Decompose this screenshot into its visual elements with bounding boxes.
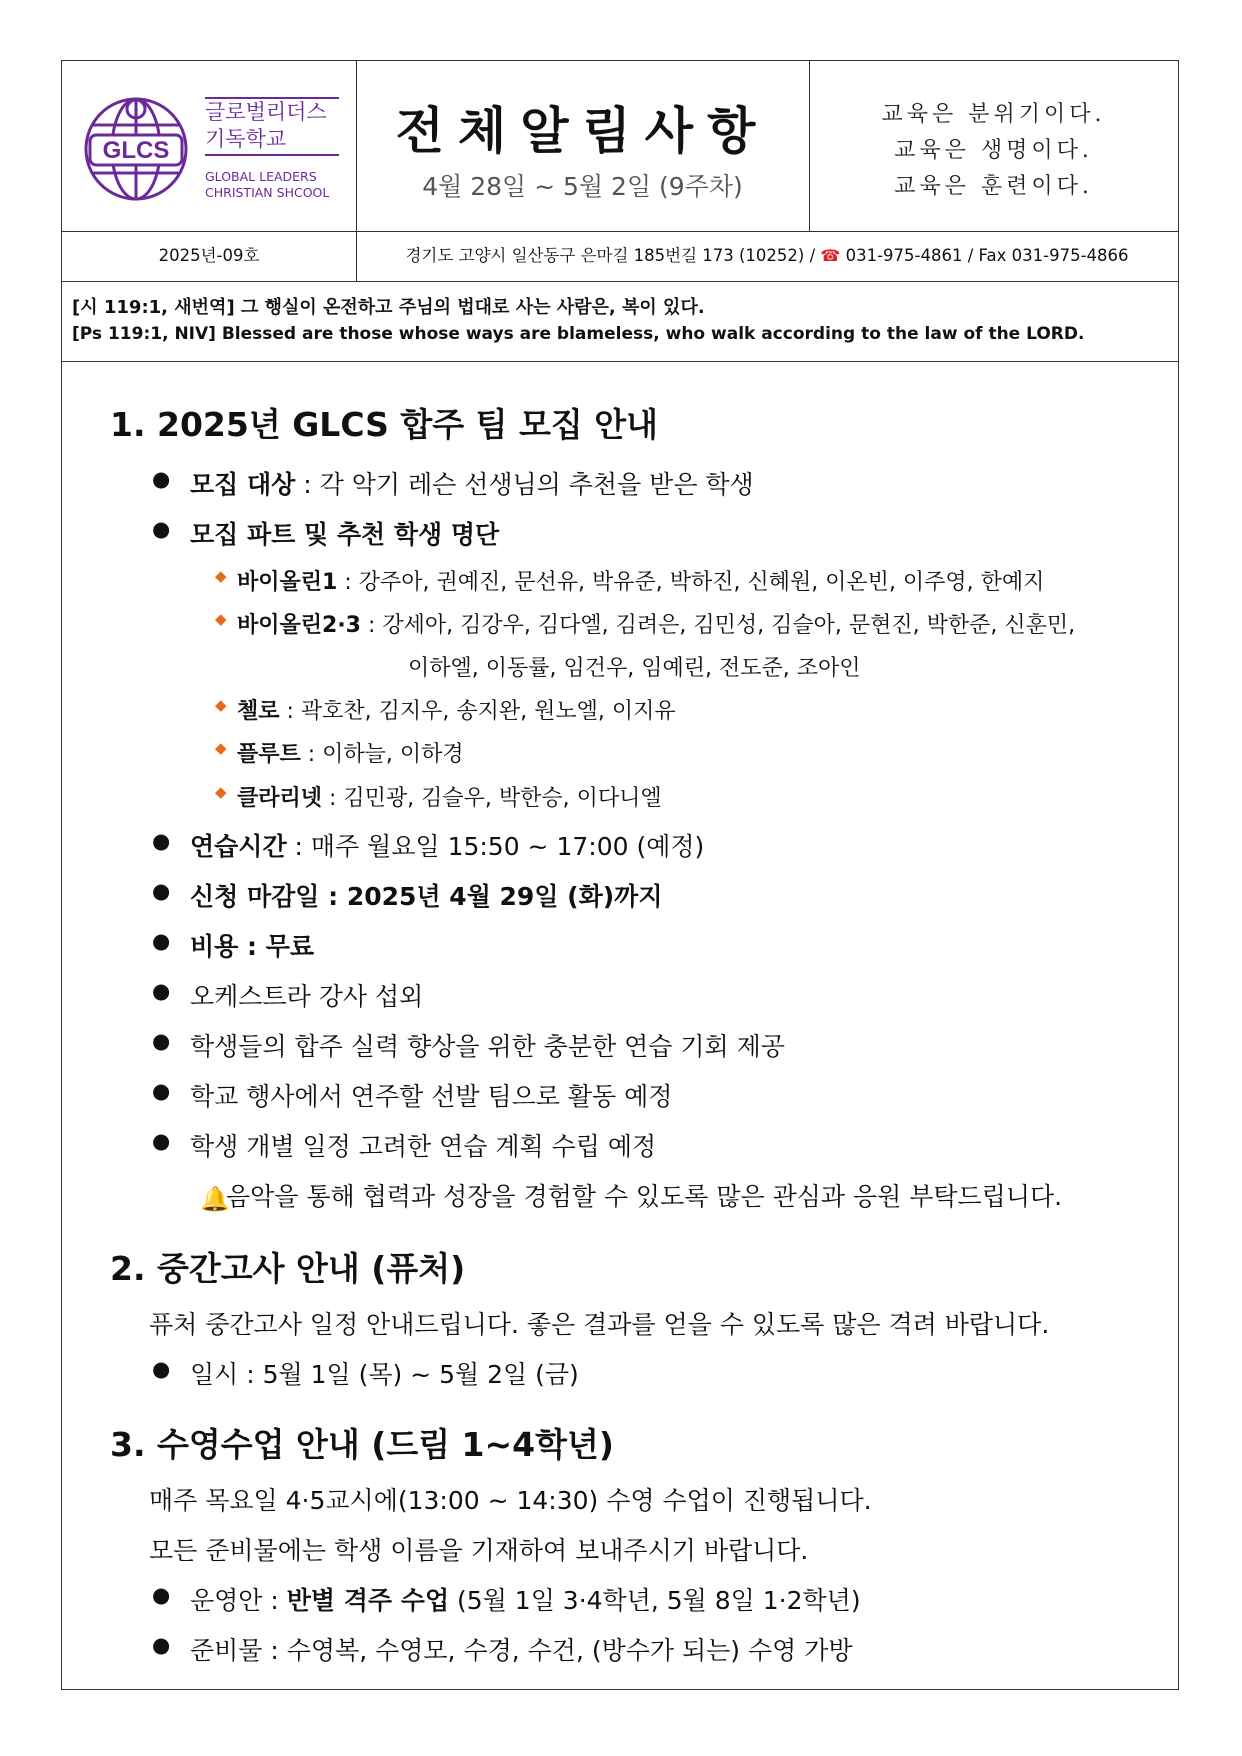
- page-title: 전체알림사항: [395, 102, 770, 160]
- logo-english-name: [205, 169, 329, 201]
- part-label: 클라리넷: [237, 786, 323, 811]
- title-cell: [356, 61, 810, 231]
- part-names-continued: 이하엘, 이동률, 임건우, 임예린, 전도준, 조아인: [408, 656, 861, 681]
- part-names: : 강주아, 권예진, 문선유, 박유준, 박하진, 신혜원, 이온빈, 이주영, 한예지: [337, 570, 1045, 595]
- megaphone-icon: 🔔: [200, 1185, 230, 1213]
- logo-cell: [62, 61, 357, 231]
- list-item: [190, 877, 663, 913]
- page-subtitle: 4월 28일 ~ 5월 2일 (9주차): [422, 172, 743, 201]
- practice-value: : 매주 월요일 15:50 ~ 17:00 (예정): [286, 832, 705, 861]
- part-names: : 김민광, 김슬우, 박한승, 이다니엘: [322, 786, 662, 811]
- globe-logo-icon: [80, 87, 192, 205]
- closing-message: [200, 1177, 1062, 1213]
- part-names: : 강세아, 김강우, 김다엘, 김려은, 김민성, 김슬아, 문현진, 박한준, 신훈민,: [360, 613, 1076, 638]
- list-item: [190, 827, 704, 863]
- motto-line: 교육은 생명이다.: [894, 138, 1093, 163]
- section1-title: 1. 2025년 GLCS 합주 팀 모집 안내: [110, 405, 659, 444]
- part-names: : 이하늘, 이하경: [300, 742, 464, 767]
- list-item: ● 학생들의 합주 실력 향상을 위한 충분한 연습 기회 제공: [190, 1027, 785, 1063]
- deadline: 신청 마감일 : 2025년 4월 29일 (화)까지: [190, 882, 663, 911]
- motto-cell: [809, 61, 1178, 231]
- list-item: ● 일시 : 5월 1일 (목) ~ 5월 2일 (금): [190, 1355, 579, 1391]
- part-item: [237, 781, 662, 812]
- list-item: ● 학생 개별 일정 고려한 연습 계획 수립 예정: [190, 1127, 656, 1163]
- phone-icon: ☎: [820, 246, 841, 265]
- contact-info: [356, 231, 1178, 281]
- part-item: [237, 694, 676, 725]
- logo-name-ko-2: 기독학교: [205, 126, 339, 156]
- section3-desc2: 모든 준비물에는 학생 이름을 기재하여 보내주시기 바랍니다.: [149, 1536, 809, 1565]
- logo-name-ko-1: 글로벌리더스: [205, 100, 327, 124]
- op-bold: 반별 격주 수업: [286, 1586, 450, 1615]
- op-rest: (5월 1일 3·4학년, 5월 8일 1·2학년): [449, 1586, 861, 1615]
- section3-desc1: 매주 목요일 4·5교시에(13:00 ~ 14:30) 수영 수업이 진행됩니다.: [149, 1486, 872, 1515]
- verse-korean: [시 119:1, 새번역] 그 행실이 온전하고 주님의 법대로 사는 사람은, 복이 있다.: [72, 297, 705, 318]
- logo-name-en-1: GLOBAL LEADERS: [205, 169, 317, 184]
- part-label: 바이올린2·3: [237, 613, 361, 638]
- info-row: [62, 231, 1178, 282]
- list-item: [190, 515, 499, 551]
- part-label: 첼로: [237, 699, 280, 724]
- address: 경기도 고양시 일산동구 은마길 185번길 173 (10252) /: [405, 246, 816, 265]
- motto-line: 교육은 분위기이다.: [881, 102, 1106, 127]
- section3-title: 3. 수영수업 안내 (드림 1~4학년): [110, 1425, 614, 1464]
- op-label: 운영안 :: [190, 1586, 287, 1615]
- target-label: 모집 대상: [190, 470, 296, 499]
- list-item: [190, 465, 754, 501]
- target-value: : 각 악기 레슨 선생님의 추천을 받은 학생: [295, 470, 754, 499]
- logo-name-en-2: CHRISTIAN SHCOOL: [205, 185, 330, 200]
- bible-verse: [62, 281, 1178, 362]
- parts-label: 모집 파트 및 추천 학생 명단: [190, 520, 500, 549]
- part-item: [237, 565, 1044, 596]
- section2-desc: 퓨처 중간고사 일정 안내드립니다. 좋은 결과를 얻을 수 있도록 많은 격려 바랍니다.: [149, 1310, 1050, 1339]
- motto-line: 교육은 훈련이다.: [894, 174, 1093, 199]
- section2-title: 2. 중간고사 안내 (퓨처): [110, 1249, 466, 1288]
- cost: 비용 : 무료: [190, 932, 315, 961]
- logo-emblem-text: GLCS: [102, 137, 170, 164]
- closing-text: 음악을 통해 협력과 성장을 경험할 수 있도록 많은 관심과 응원 부탁드립니다.: [226, 1182, 1063, 1211]
- issue-number: 2025년-09호: [62, 231, 357, 281]
- list-item: [190, 1581, 861, 1617]
- practice-label: 연습시간: [190, 832, 287, 861]
- list-item: [190, 927, 314, 963]
- header: [62, 61, 1178, 232]
- notice-frame: [61, 60, 1179, 1690]
- part-label: 플루트: [237, 742, 301, 767]
- part-item: [237, 608, 1075, 639]
- list-item: ● 준비물 : 수영복, 수영모, 수경, 수건, (방수가 되는) 수영 가방: [190, 1631, 853, 1667]
- part-label: 바이올린1: [237, 570, 338, 595]
- logo-korean-name: [205, 97, 341, 156]
- phone-fax: 031-975-4861 / Fax 031-975-4866: [845, 246, 1129, 265]
- part-names: : 곽호찬, 김지우, 송지완, 원노엘, 이지유: [279, 699, 676, 724]
- list-item: ● 오케스트라 강사 섭외: [190, 977, 423, 1013]
- list-item: ● 학교 행사에서 연주할 선발 팀으로 활동 예정: [190, 1077, 672, 1113]
- verse-english: [Ps 119:1, NIV] Blessed are those whose ways are blameless, who walk according to the law of the LORD.: [72, 324, 1085, 344]
- part-item: [237, 737, 464, 768]
